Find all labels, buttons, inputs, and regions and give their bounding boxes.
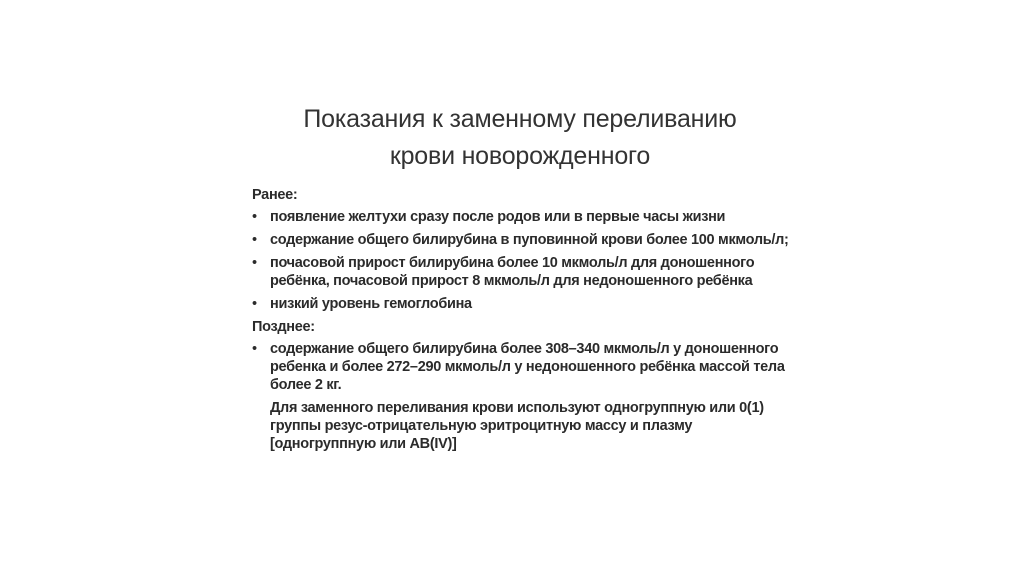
section-label-late: Позднее: — [252, 319, 315, 335]
list-item — [252, 231, 792, 249]
bullet-icon: • — [252, 341, 257, 357]
early-list — [252, 208, 792, 313]
list-item — [252, 295, 792, 313]
section-label-early: Ранее: — [252, 187, 298, 203]
slide-title — [200, 101, 840, 175]
list-item-text: содержание общего билирубина в пуповинной крови более 100 мкмоль/л; — [270, 232, 789, 248]
bullet-icon: • — [252, 232, 257, 248]
list-item — [252, 340, 792, 394]
late-list — [252, 340, 792, 394]
slide-body — [252, 186, 792, 453]
list-item-text: низкий уровень гемоглобина — [270, 296, 472, 312]
title-line-2: крови новорожденного — [389, 142, 651, 170]
bullet-icon: • — [252, 296, 257, 312]
list-item-text: содержание общего билирубина более 308–340 мкмоль/л у доношенного ребенка и более 272–290 мкмоль/л у недоношенного ребёнка массой тела более 2 кг. — [270, 341, 785, 393]
list-item-text: почасовой прирост билирубина более 10 мкмоль/л для доношенного ребёнка, почасовой прирост 8 мкмоль/л для недоношенного ребёнка — [270, 255, 755, 289]
bullet-icon: • — [252, 209, 257, 225]
bullet-icon: • — [252, 255, 257, 271]
list-item — [252, 254, 792, 290]
list-item-text: появление желтухи сразу после родов или в первые часы жизни — [270, 209, 726, 225]
list-item — [252, 208, 792, 226]
transfusion-note: Для заменного переливания крови используют одногруппную или 0(1) группы резус-отрицательную эритроцитную массу и плазму [одногруппную или АВ(IV)] — [270, 400, 764, 452]
title-line-1: Показания к заменному переливанию — [303, 105, 737, 133]
